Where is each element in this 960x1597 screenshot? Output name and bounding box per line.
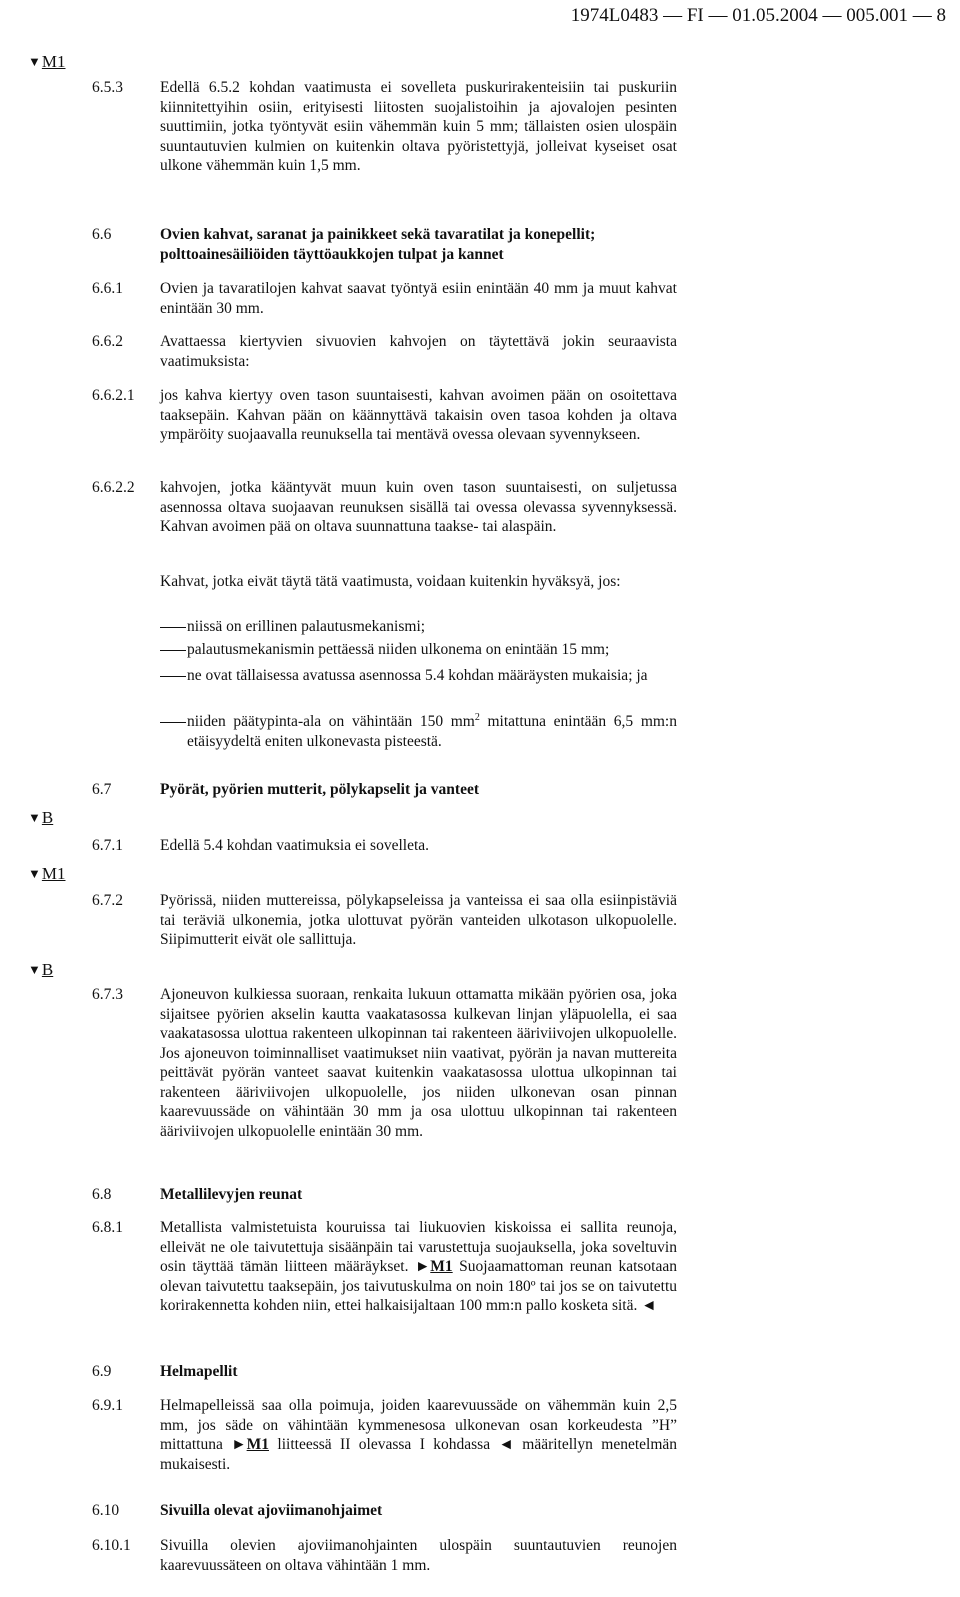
section-number: 6.7.2 [92,892,123,909]
section-text: kahvojen, jotka kääntyvät muun kuin oven tason suuntaisesti, on suljetussa asennossa oltava suojaavan reunuksen sisällä tai ovessa olevassa syvennyksessä. Kahvan avoimen pää on oltava suunnattuna taakse- tai alaspäin. [160,479,677,535]
section-text: jos kahva kiertyy oven tason suuntaisesti, kahvan avoimen pään on osoitettava taaksepäin. Kahvan pään on käännyttävä takaisin oven tasoa kohden ja oltava ympäröity suojaavalla reunuksella tai mentävä ovessa olevaan syvennykseen. [160,387,677,443]
section-text: Metallista valmistetuista kouruissa tai liukuovien kiskoissa ei sallita reunoja, elleivät ne ole taivutettuja sisäänpäin tai varustettuja suojauksella, joka soveltuvin osin täyttää tämän liitteen määräykset. ►M1 Suojaamattoman reunan katsotaan olevan taivutettu taaksepäin, jos taivutuskulma on noin 180º tai jos se on taivutettu korirakennetta kohden niin, ettei halkaisijaltaan 100 mm:n pallo kosketa sitä. ◄ [160,1219,677,1314]
dash-bullet [160,722,186,723]
section-title: Pyörät, pyörien mutterit, pölykapselit ja vanteet [160,781,479,798]
amendment-marker-b: ▼B [28,960,54,979]
section-number: 6.6.1 [92,280,123,297]
section-title: Sivuilla olevat ajoviimanohjaimet [160,1502,383,1519]
section-number: 6.7.3 [92,986,123,1003]
amendment-marker-b: ▼B [28,808,54,827]
amendment-ref-m1[interactable]: M1 [430,1258,453,1275]
list-item: niissä on erillinen palautusmekanismi; [187,618,426,635]
section-text: Avattaessa kiertyvien sivuovien kahvojen on täytettävä jokin seuraavista vaatimuksista: [160,333,677,370]
amendment-marker-m1: ▼M1 [28,864,66,883]
section-title: Helmapellit [160,1363,238,1380]
insertion-start-icon: ► [414,1258,431,1275]
insertion-end-icon: ◄ [498,1436,514,1453]
list-item: palautusmekanismin pettäessä niiden ulkonema on enintään 15 mm; [187,641,610,658]
section-text: Edellä 6.5.2 kohdan vaatimusta ei sovelleta puskurirakenteisiin tai puskuriin kiinnitettyihin osiin, erityisesti liitosten suojalistoihin ja ajovalojen pesinten suuttimiin, jotka työntyvät esiin vähemmän kuin 5 mm; tällaisten osien ulospäin suuntautuvien kulmien on kuitenkin oltava pyöristettyjä, jolleivat kyseiset osat ulkone vähemmän kuin 1,5 mm. [160,79,677,174]
section-text: Ajoneuvon kulkiessa suoraan, renkaita lukuun ottamatta mikään pyörien osa, joka sijaitsee pyörien akselin kautta vaakatasossa kulkevan linjan yläpuolella, ei saa vaakatasossa ulottua rakenteen ulkopinnan tai rakenteen ääriviivojen ulkopuolelle. Jos ajoneuvon toiminnalliset vaatimukset niin vaativat, pyörän ja navan muttereita peittävät pyörän vanteet saavat kuitenkin vaakatasossa ulottua ulkopinnan tai rakenteen ääriviivojen ulkopuolelle, jos niiden ulkonevan osan pinnan kaarevuussäde on vähintään 30 mm ja osa ulottuu ulkopinnan tai rakenteen ääriviivojen ulkopuolelle enintään 30 mm. [160,986,677,1140]
section-text: Pyörissä, niiden muttereissa, pölykapseleissa ja vanteissa ei saa olla esiinpistäviä tai teräviä ulkonemia, jotka ulottuvat pyörän vanteiden ulkotason ulkopuolelle. Siipimutterit eivät ole sallittuja. [160,892,677,948]
list-item: ne ovat tällaisessa avatussa asennossa 5.4 kohdan määräysten mukaisia; ja [187,667,648,684]
section-number: 6.8 [92,1186,112,1203]
section-text: Ovien ja tavaratilojen kahvat saavat työntyä esiin enintään 40 mm ja muut kahvat enintään 30 mm. [160,280,677,317]
triangle-down-icon: ▼ [28,54,41,69]
document-header: 1974L0483 — FI — 01.05.2004 — 005.001 — 8 [570,5,946,26]
dash-bullet [160,627,186,628]
triangle-down-icon: ▼ [28,810,41,825]
section-title: Ovien kahvat, saranat ja painikkeet sekä tavaratilat ja konepellit; polttoainesäiliöiden täyttöaukkojen tulpat ja kannet [160,226,596,263]
section-number: 6.8.1 [92,1219,123,1236]
section-number: 6.9.1 [92,1397,123,1414]
insertion-start-icon: ► [231,1436,247,1453]
section-number: 6.9 [92,1363,112,1380]
section-number: 6.5.3 [92,79,123,96]
amendment-marker-m1: ▼M1 [28,52,66,71]
acceptance-paragraph: Kahvat, jotka eivät täytä tätä vaatimusta, voidaan kuitenkin hyväksyä, jos: [160,573,621,590]
section-text: Helmapelleissä saa olla poimuja, joiden kaarevuussäde on vähemmän kuin 2,5 mm, jos säde on vähintään kymmenesosa ulkonevan osan korkeudesta ”H” mittattuna ►M1 liitteessä II olevassa I kohdassa ◄ määritellyn menetelmän mukaisesti. [160,1397,678,1473]
dash-bullet [160,650,186,651]
section-text: Edellä 5.4 kohdan vaatimuksia ei sovelleta. [160,837,430,854]
list-item: niiden päätypinta-ala on vähintään 150 $mm^2$ mitattuna enintään 6,5 mm:n etäisyydeltä eniten ulkonevasta pisteestä. [187,711,677,750]
section-number: 6.6.2.1 [92,387,135,404]
section-title: Metallilevyjen reunat [160,1186,303,1203]
dash-bullet [160,676,186,677]
section-number: 6.6.2.2 [92,479,135,496]
section-number: 6.6.2 [92,333,123,350]
amendment-ref-m1[interactable]: M1 [246,1436,269,1453]
section-text: Sivuilla olevien ajoviimanohjainten ulospäin suuntautuvien reunojen kaarevuussäteen on oltava vähintään 1 mm. [160,1537,677,1574]
triangle-down-icon: ▼ [28,866,41,881]
superscript: 2 [474,711,480,723]
triangle-down-icon: ▼ [28,962,41,977]
insertion-end-icon: ◄ [641,1297,657,1314]
section-number: 6.10.1 [92,1537,131,1554]
section-number: 6.7 [92,781,112,798]
section-number: 6.6 [92,226,112,243]
section-number: 6.10 [92,1502,120,1519]
section-number: 6.7.1 [92,837,123,854]
